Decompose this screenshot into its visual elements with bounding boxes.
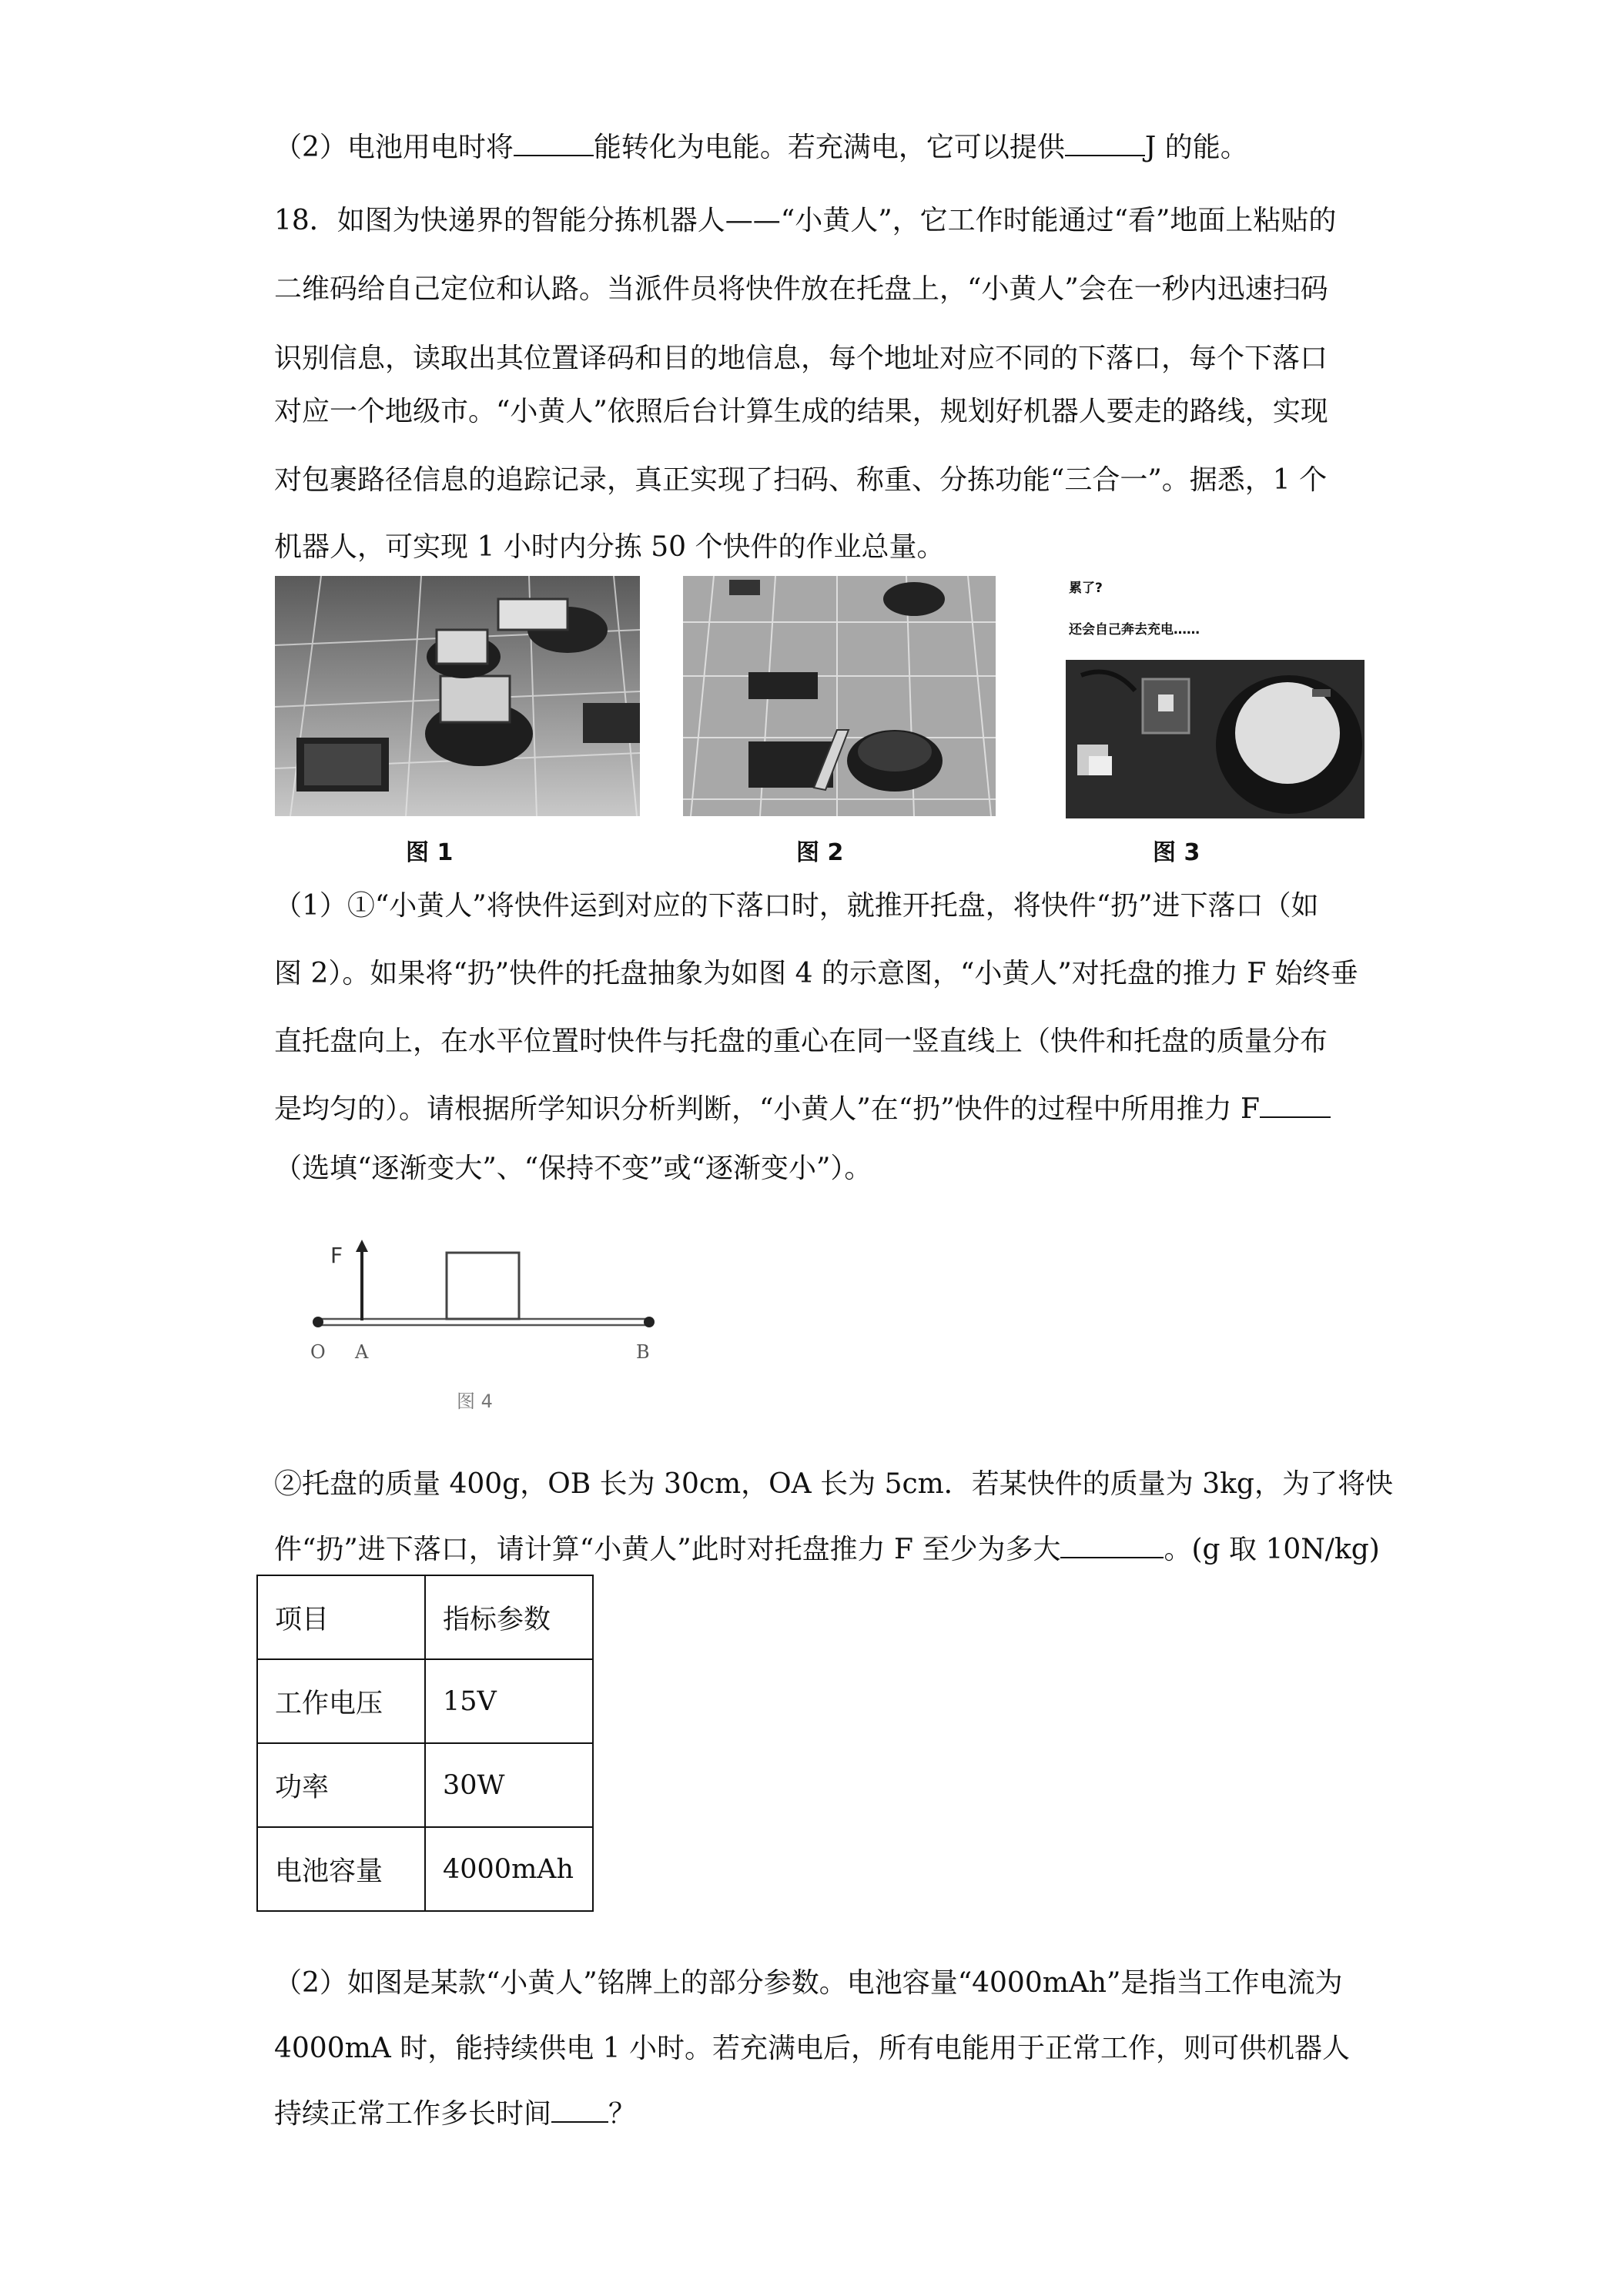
q17-part2-line — [274, 131, 1248, 165]
point-b-dot — [644, 1317, 655, 1327]
figure-1-caption: 图 1 — [406, 839, 454, 866]
table-cell: 工作电压 — [257, 1659, 425, 1743]
parcel-box — [447, 1253, 519, 1319]
force-arrow-head — [356, 1240, 368, 1252]
q18-part2-line: 4000mA 时，能持续供电 1 小时。若充满电后，所有电能用于正常工作，则可供机器人 — [274, 2033, 1350, 2064]
q18-intro-line: 二维码给自己定位和认路。当派件员将快件放在托盘上，“小黄人”会在一秒内迅速扫码 — [274, 273, 1328, 305]
table-row — [257, 1659, 593, 1743]
figure-3-photo — [1066, 574, 1364, 818]
q18-part1-2-suffix: 。(g 取 10N/kg) — [1164, 1534, 1380, 1565]
q18-part2-text: 持续正常工作多长时间 — [274, 2098, 552, 2130]
answer-blank[interactable] — [1260, 1093, 1331, 1118]
q18-part2-line: （2）如图是某款“小黄人”铭牌上的部分参数。电池容量“4000mAh”是指当工作电流为 — [274, 1967, 1343, 1999]
q18-part1-text: 是均匀的）。请根据所学知识分析判断，“小黄人”在“扔”快件的过程中所用推力 F — [274, 1093, 1261, 1125]
figure-1-photo — [275, 576, 640, 816]
figure-4-diagram — [304, 1232, 666, 1417]
q17-part2-mid: 能转化为电能。若充满电，它可以提供 — [593, 132, 1065, 163]
table-row — [257, 1827, 593, 1911]
q18-part1-line: （选填“逐渐变大”、“保持不变”或“逐渐变小”）。 — [274, 1153, 872, 1184]
point-o-label: O — [310, 1341, 326, 1363]
q17-part2-suffix: J 的能。 — [1144, 132, 1248, 163]
q18-part1-2-text: 件“扔”进下落口，请计算“小黄人”此时对托盘推力 F 至少为多大 — [274, 1534, 1061, 1565]
q18-part1-line: 直托盘向上，在水平位置时快件与托盘的重心在同一竖直线上（快件和托盘的质量分布 — [274, 1026, 1328, 1057]
figure-3-caption: 图 3 — [1153, 839, 1200, 866]
table-header-cell: 指标参数 — [425, 1575, 593, 1659]
q18-intro-line: 对包裹路径信息的追踪记录，真正实现了扫码、称重、分拣功能“三合一”。据悉，1 个 — [274, 464, 1328, 496]
answer-blank[interactable] — [1065, 132, 1145, 156]
table-cell: 功率 — [257, 1743, 425, 1827]
figure-3-text-2: 还会自己奔去充电…… — [1069, 622, 1200, 638]
answer-blank[interactable] — [514, 132, 594, 156]
q18-intro-line: 18．如图为快递界的智能分拣机器人——“小黄人”，它工作时能通过“看”地面上粘贴的 — [274, 205, 1337, 236]
pivot-o-dot — [313, 1317, 323, 1327]
table-cell: 电池容量 — [257, 1827, 425, 1911]
answer-blank[interactable] — [1060, 1534, 1164, 1558]
figure-2-caption: 图 2 — [796, 839, 844, 866]
point-b-label: B — [636, 1341, 650, 1363]
q18-part1-line: （1）①“小黄人”将快件运到对应的下落口时，就推开托盘，将快件“扔”进下落口（如 — [274, 890, 1319, 922]
figure-3-text-1: 累了? — [1069, 581, 1103, 596]
q18-part1-line: 图 2）。如果将“扔”快件的托盘抽象为如图 4 的示意图，“小黄人”对托盘的推力 F 始终垂 — [274, 958, 1358, 989]
point-a-label: A — [355, 1341, 369, 1363]
q18-part2-suffix: ？ — [608, 2098, 637, 2130]
q18-part1-line — [274, 1093, 1331, 1126]
figure-4-caption: 图 4 — [457, 1391, 493, 1412]
figure-2-photo — [683, 576, 996, 816]
table-cell: 4000mAh — [425, 1827, 593, 1911]
table-row — [257, 1743, 593, 1827]
spec-table — [256, 1575, 594, 1912]
table-cell: 15V — [425, 1659, 593, 1743]
q18-intro-line: 机器人，可实现 1 小时内分拣 50 个快件的作业总量。 — [274, 531, 945, 563]
q18-intro-line: 识别信息，读取出其位置译码和目的地信息，每个地址对应不同的下落口，每个下落口 — [274, 343, 1328, 374]
q18-part2-line — [274, 2097, 636, 2131]
table-header-row — [257, 1575, 593, 1659]
q18-intro-line: 对应一个地级市。“小黄人”依照后台计算生成的结果，规划好机器人要走的路线，实现 — [274, 396, 1328, 427]
table-header-cell: 项目 — [257, 1575, 425, 1659]
q18-part1-2-line: ②托盘的质量 400g，OB 长为 30cm，OA 长为 5cm．若某快件的质量为 3kg，为了将快 — [274, 1468, 1393, 1500]
force-label: F — [330, 1243, 343, 1268]
answer-blank[interactable] — [551, 2098, 608, 2123]
q18-part1-2-line — [274, 1533, 1380, 1567]
q17-part2-prefix: （2）电池用电时将 — [274, 132, 514, 163]
table-cell: 30W — [425, 1743, 593, 1827]
